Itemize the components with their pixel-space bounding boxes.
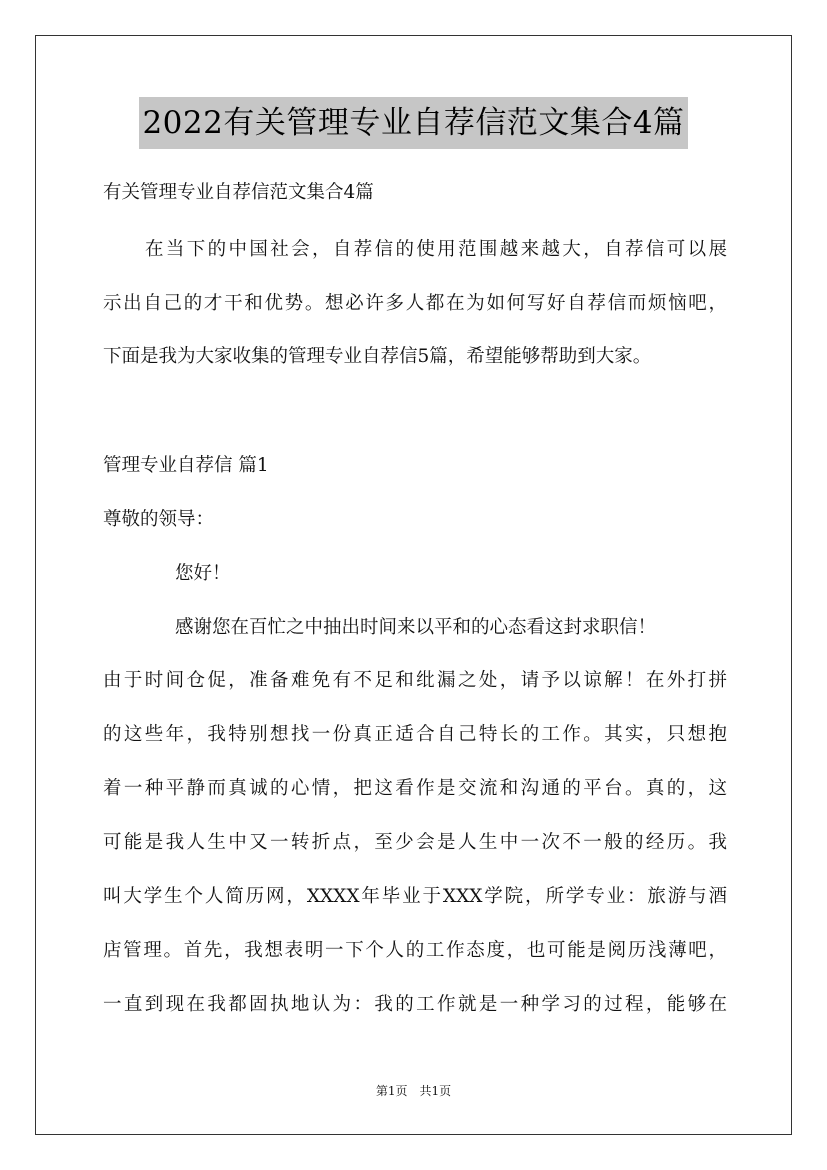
document-title[interactable]: 2022有关管理专业自荐信范文集合4篇 [139,97,687,149]
body-line-2: 由于时间仓促，准备难免有不足和纰漏之处，请予以谅解！在外打拼 [103,670,727,691]
body-line-8: 一直到现在我都固执地认为：我的工作就是一种学习的过程，能够在 [103,994,727,1015]
body-line-4: 着一种平静而真诚的心情，把这看作是交流和沟通的平台。真的，这 [103,778,727,799]
title-container [0,97,827,149]
body-line-7: 店管理。首先，我想表明一下个人的工作态度，也可能是阅历浅薄吧， [103,940,727,961]
body-line-5: 可能是我人生中又一转折点，至少会是人生中一次不一般的经历。我 [103,832,727,853]
salutation: 尊敬的领导： [103,509,215,530]
body-line-6: 叫大学生个人简历网，XXXX年毕业于XXX学院，所学专业：旅游与酒 [103,886,727,907]
greeting: 您好！ [175,563,231,584]
section-heading: 管理专业自荐信 篇1 [103,455,269,476]
intro-line-2: 示出自己的才干和优势。想必许多人都在为如何写好自荐信而烦恼吧， [103,293,727,314]
page-number: 第1页 共1页 [375,1084,452,1098]
intro-line-1: 在当下的中国社会，自荐信的使用范围越来越大，自荐信可以展 [145,239,727,260]
intro-line-3: 下面是我为大家收集的管理专业自荐信5篇，希望能够帮助到大家。 [103,346,652,367]
document-subtitle: 有关管理专业自荐信范文集合4篇 [103,182,374,203]
body-line-3: 的这些年，我特别想找一份真正适合自己特长的工作。其实，只想抱 [103,724,727,745]
body-line-1: 感谢您在百忙之中抽出时间来以平和的心态看这封求职信！ [175,617,657,638]
